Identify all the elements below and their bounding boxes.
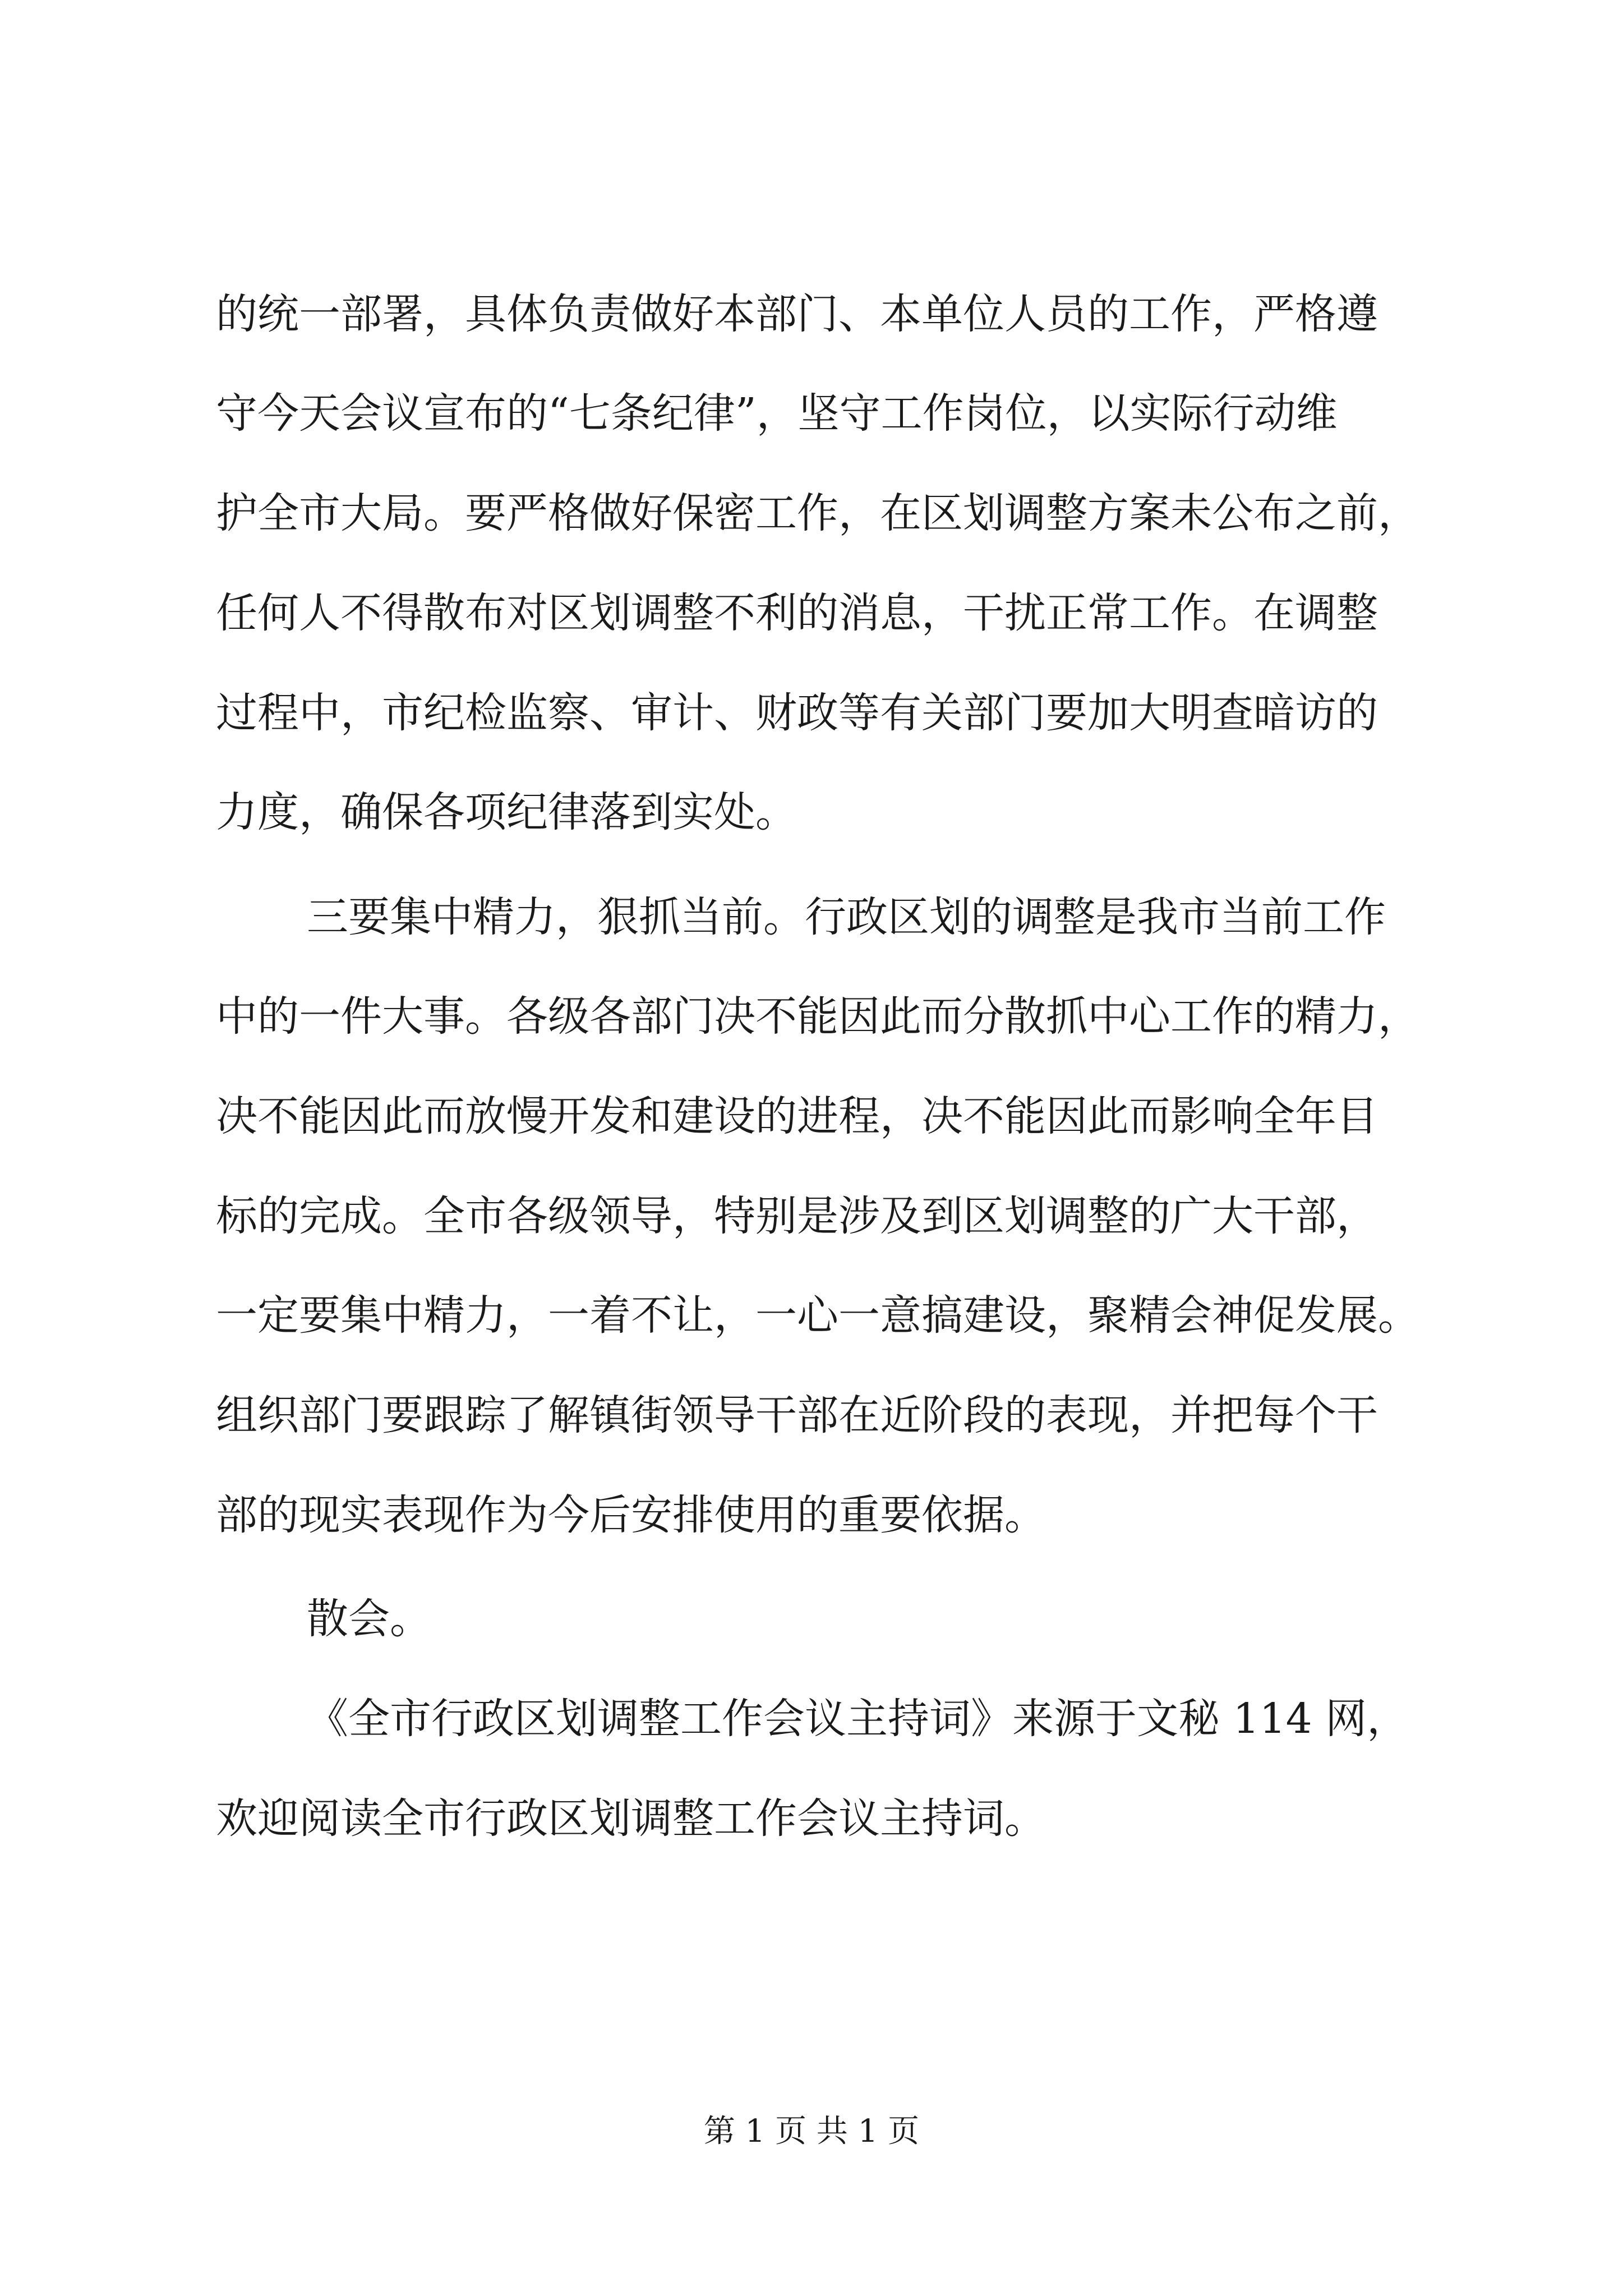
text-line: 守今天会议宣布的“七条纪律”，坚守工作岗位，以实际行动维 <box>216 389 1338 438</box>
text-line: 部的现实表现作为今后安排使用的重要依据。 <box>216 1491 1046 1539</box>
text-line: 决不能因此而放慢开发和建设的进程，决不能因此而影响全年目 <box>216 1092 1378 1140</box>
text-line: 任何人不得散布对区划调整不利的消息，干扰正常工作。在调整 <box>216 589 1378 637</box>
text-line: 散会。 <box>307 1595 431 1643</box>
page-number-footer: 第 1 页 共 1 页 <box>703 2113 920 2150</box>
text-line: 护全市大局。要严格做好保密工作，在区划调整方案未公布之前， <box>216 489 1419 537</box>
text-line: 力度，确保各项纪律落到实处。 <box>216 788 797 836</box>
text-line: 标的完成。全市各级领导，特别是涉及到区划调整的广大干部， <box>216 1192 1378 1240</box>
text-line: 一定要集中精力，一着不让，一心一意搞建设，聚精会神促发展。 <box>216 1291 1419 1340</box>
text-line: 欢迎阅读全市行政区划调整工作会议主持词。 <box>216 1795 1046 1843</box>
text-line: 三要集中精力，狠抓当前。行政区划的调整是我市当前工作 <box>307 893 1386 941</box>
text-line: 《全市行政区划调整工作会议主持词》来源于文秘 114 网， <box>307 1695 1409 1743</box>
text-line: 组织部门要跟踪了解镇街领导干部在近阶段的表现，并把每个干 <box>216 1391 1378 1439</box>
text-line: 过程中，市纪检监察、审计、财政等有关部门要加大明查暗访的 <box>216 689 1378 737</box>
text-line: 中的一件大事。各级各部门决不能因此而分散抓中心工作的精力， <box>216 992 1419 1041</box>
text-line: 的统一部署，具体负责做好本部门、本单位人员的工作，严格遵 <box>216 290 1378 338</box>
